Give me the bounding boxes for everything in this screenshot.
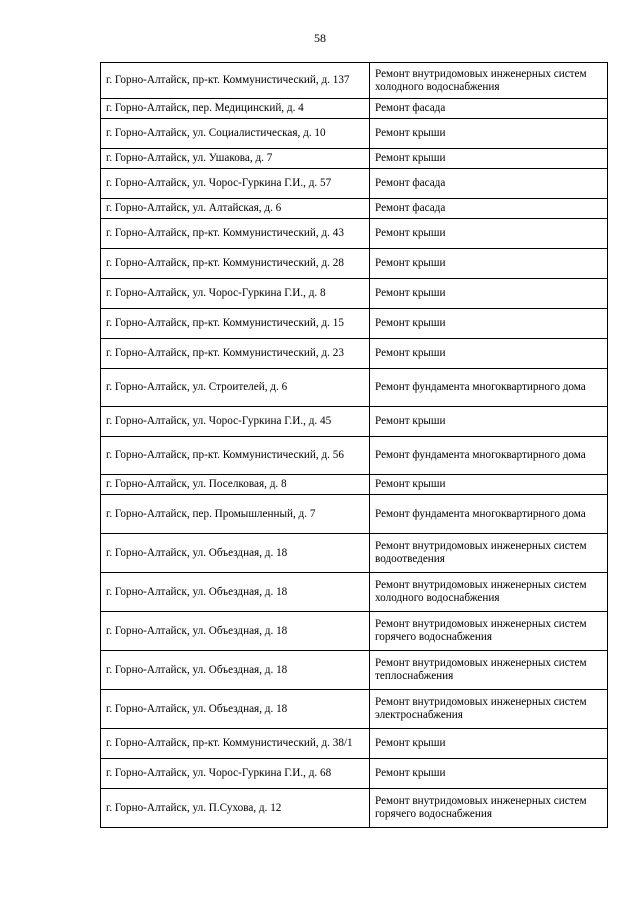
work-type-cell: Ремонт крыши <box>370 475 608 495</box>
address-cell: г. Горно-Алтайск, пр-кт. Коммунистический, д. 38/1 <box>101 729 370 759</box>
table-row <box>101 369 608 407</box>
table-row <box>101 99 608 119</box>
table-row <box>101 249 608 279</box>
work-type-cell: Ремонт крыши <box>370 119 608 149</box>
work-type-cell: Ремонт крыши <box>370 149 608 169</box>
work-type-cell: Ремонт фасада <box>370 199 608 219</box>
address-cell: г. Горно-Алтайск, ул. Чорос-Гуркина Г.И., д. 57 <box>101 169 370 199</box>
table-row <box>101 199 608 219</box>
address-cell: г. Горно-Алтайск, ул. Объездная, д. 18 <box>101 690 370 729</box>
work-type-cell: Ремонт крыши <box>370 279 608 309</box>
address-cell: г. Горно-Алтайск, ул. Чорос-Гуркина Г.И., д. 68 <box>101 759 370 789</box>
address-cell: г. Горно-Алтайск, пер. Промышленный, д. 7 <box>101 495 370 534</box>
address-cell: г. Горно-Алтайск, пр-кт. Коммунистический, д. 43 <box>101 219 370 249</box>
work-type-cell: Ремонт фундамента многоквартирного дома <box>370 495 608 534</box>
table-row <box>101 219 608 249</box>
address-cell: г. Горно-Алтайск, ул. Ушакова, д. 7 <box>101 149 370 169</box>
table-row <box>101 612 608 651</box>
table-row <box>101 690 608 729</box>
address-cell: г. Горно-Алтайск, ул. Объездная, д. 18 <box>101 651 370 690</box>
address-cell: г. Горно-Алтайск, ул. Социалистическая, д. 10 <box>101 119 370 149</box>
table-row <box>101 339 608 369</box>
address-cell: г. Горно-Алтайск, пр-кт. Коммунистический, д. 137 <box>101 63 370 99</box>
address-cell: г. Горно-Алтайск, ул. П.Сухова, д. 12 <box>101 789 370 828</box>
work-type-cell: Ремонт фасада <box>370 169 608 199</box>
address-cell: г. Горно-Алтайск, пер. Медицинский, д. 4 <box>101 99 370 119</box>
table-row <box>101 573 608 612</box>
work-type-cell: Ремонт крыши <box>370 729 608 759</box>
table-row <box>101 279 608 309</box>
address-cell: г. Горно-Алтайск, пр-кт. Коммунистический, д. 56 <box>101 437 370 475</box>
table-row <box>101 63 608 99</box>
address-cell: г. Горно-Алтайск, ул. Объездная, д. 18 <box>101 612 370 651</box>
table-row <box>101 475 608 495</box>
work-type-cell: Ремонт фундамента многоквартирного дома <box>370 369 608 407</box>
address-cell: г. Горно-Алтайск, ул. Чорос-Гуркина Г.И., д. 45 <box>101 407 370 437</box>
work-type-cell: Ремонт крыши <box>370 219 608 249</box>
address-cell: г. Горно-Алтайск, ул. Поселковая, д. 8 <box>101 475 370 495</box>
work-type-cell: Ремонт внутридомовых инженерных систем электроснабжения <box>370 690 608 729</box>
table-row <box>101 309 608 339</box>
address-cell: г. Горно-Алтайск, ул. Алтайская, д. 6 <box>101 199 370 219</box>
address-cell: г. Горно-Алтайск, ул. Объездная, д. 18 <box>101 573 370 612</box>
work-type-cell: Ремонт крыши <box>370 339 608 369</box>
work-type-cell: Ремонт внутридомовых инженерных систем горячего водоснабжения <box>370 789 608 828</box>
address-cell: г. Горно-Алтайск, ул. Чорос-Гуркина Г.И., д. 8 <box>101 279 370 309</box>
address-cell: г. Горно-Алтайск, ул. Строителей, д. 6 <box>101 369 370 407</box>
work-type-cell: Ремонт внутридомовых инженерных систем холодного водоснабжения <box>370 63 608 99</box>
table-row <box>101 495 608 534</box>
table-row <box>101 729 608 759</box>
work-type-cell: Ремонт крыши <box>370 759 608 789</box>
table-row <box>101 149 608 169</box>
work-type-cell: Ремонт крыши <box>370 407 608 437</box>
works-table-body <box>101 63 608 828</box>
address-cell: г. Горно-Алтайск, пр-кт. Коммунистический, д. 23 <box>101 339 370 369</box>
table-row <box>101 651 608 690</box>
work-type-cell: Ремонт фундамента многоквартирного дома <box>370 437 608 475</box>
works-table <box>100 62 608 828</box>
work-type-cell: Ремонт фасада <box>370 99 608 119</box>
table-row <box>101 169 608 199</box>
address-cell: г. Горно-Алтайск, пр-кт. Коммунистический, д. 28 <box>101 249 370 279</box>
work-type-cell: Ремонт внутридомовых инженерных систем теплоснабжения <box>370 651 608 690</box>
work-type-cell: Ремонт внутридомовых инженерных систем водоотведения <box>370 534 608 573</box>
table-row <box>101 789 608 828</box>
page-number: 58 <box>314 31 326 45</box>
address-cell: г. Горно-Алтайск, пр-кт. Коммунистический, д. 15 <box>101 309 370 339</box>
table-row <box>101 407 608 437</box>
table-row <box>101 534 608 573</box>
table-row <box>101 759 608 789</box>
work-type-cell: Ремонт внутридомовых инженерных систем горячего водоснабжения <box>370 612 608 651</box>
work-type-cell: Ремонт крыши <box>370 309 608 339</box>
table-row <box>101 437 608 475</box>
table-row <box>101 119 608 149</box>
work-type-cell: Ремонт крыши <box>370 249 608 279</box>
address-cell: г. Горно-Алтайск, ул. Объездная, д. 18 <box>101 534 370 573</box>
work-type-cell: Ремонт внутридомовых инженерных систем холодного водоснабжения <box>370 573 608 612</box>
